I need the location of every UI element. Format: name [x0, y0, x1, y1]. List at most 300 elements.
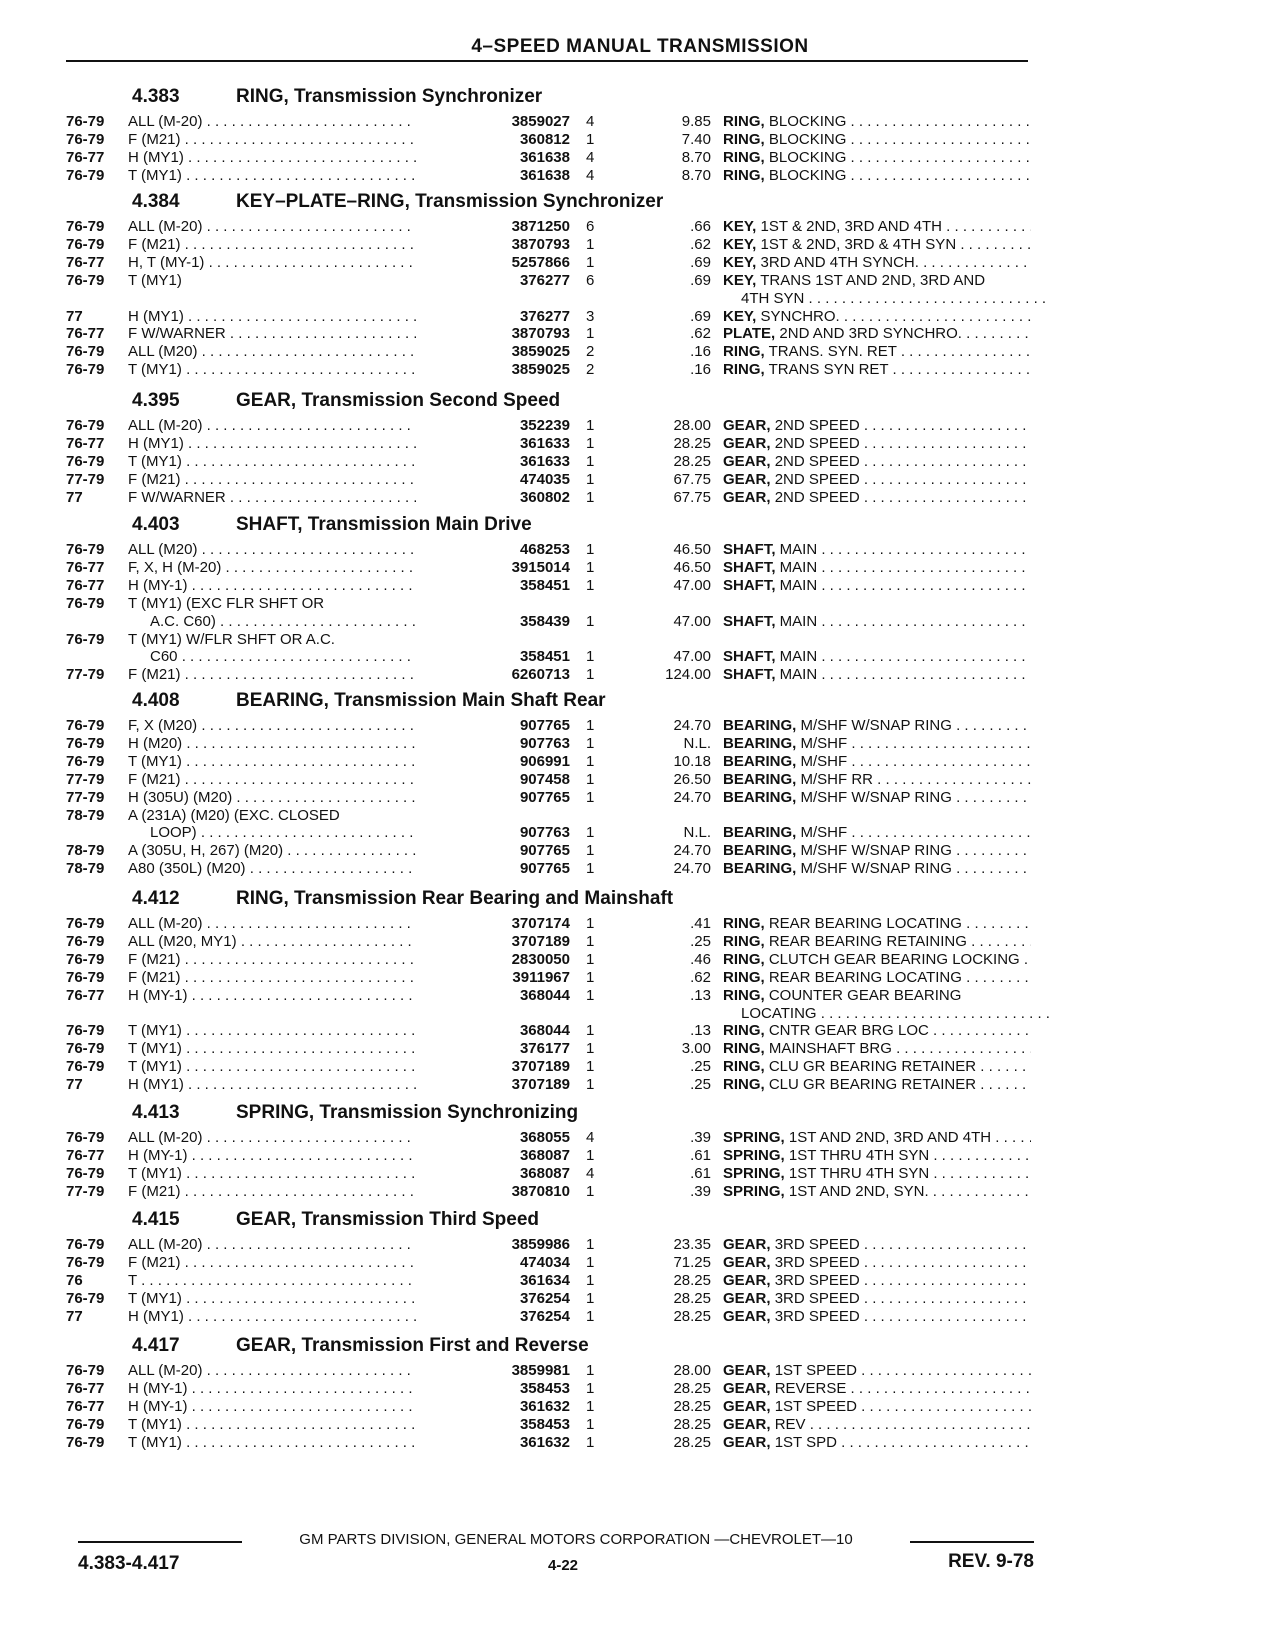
description [723, 914, 1031, 933]
description-text: MAIN [779, 558, 818, 576]
description-text: 2ND SPEED [774, 470, 860, 488]
description-noun: GEAR, [723, 1433, 771, 1451]
quantity: 4 [586, 113, 595, 130]
list-price: 47.00 [673, 648, 711, 666]
application: H (MY-1) . . . [128, 1146, 476, 1165]
application: H (MY-1) . . . [128, 1379, 476, 1398]
footer-rule-right [910, 1541, 1034, 1543]
quantity: 1 [586, 915, 595, 932]
description [723, 665, 1031, 684]
quantity: 1 [586, 842, 595, 860]
description [723, 788, 1031, 807]
model-years: 76-79 [66, 968, 105, 986]
description-text: CLU GR BEARING RETAINER [768, 1058, 977, 1076]
description-noun: GEAR, [723, 1307, 771, 1325]
quantity: 1 [586, 558, 595, 576]
quantity: 1 [586, 968, 595, 986]
application: A80 (350L) (M20) . . . [128, 859, 476, 878]
section-title [132, 191, 663, 215]
description-text: 3RD SPEED [774, 1307, 860, 1325]
list-price: 28.25 [673, 1271, 711, 1289]
application: F W/WARNER . . . [128, 324, 476, 343]
list-price: 28.25 [673, 452, 711, 470]
part-row [66, 235, 1034, 254]
quantity: 2 [586, 343, 595, 361]
part-row [66, 416, 1034, 435]
quantity: 1 [586, 950, 595, 968]
list-price: 28.25 [673, 1397, 711, 1415]
part-number: 352239 [416, 416, 570, 435]
part-row [66, 1039, 1034, 1058]
model-years: 77-79 [66, 470, 105, 488]
part-number: 907763 [416, 734, 570, 753]
part-number: 6260713 [416, 665, 570, 684]
quantity: 4 [586, 166, 595, 184]
description [723, 1415, 1031, 1434]
description [723, 558, 1031, 577]
description-text: CLU GR BEARING RETAINER [768, 1076, 977, 1094]
application: F (M21) . . . [128, 950, 476, 969]
part-row [66, 217, 1034, 236]
model-years: 76-79 [66, 452, 105, 470]
description-text: 2ND AND 3RD SYNCHRO. [779, 325, 962, 343]
model-years: 76-79 [66, 1362, 105, 1379]
model-years: 76-77 [66, 1397, 105, 1415]
model-years: 76-79 [66, 630, 105, 648]
quantity: 1 [586, 417, 595, 434]
description-noun: KEY, [723, 271, 757, 289]
part-row [66, 716, 1034, 735]
list-price: 28.25 [673, 1415, 711, 1433]
part-number: 368044 [416, 986, 570, 1005]
part-number: 907763 [416, 823, 570, 842]
description-text: M/SHF W/SNAP RING [800, 717, 952, 734]
part-row [66, 1164, 1034, 1183]
list-price: .69 [690, 253, 711, 271]
application: H (MY1) . . . [128, 148, 476, 167]
description-text: M/SHF RR [800, 770, 874, 788]
description [723, 1075, 1031, 1094]
part-row [66, 1075, 1034, 1094]
description [723, 235, 1031, 254]
model-years: 76-79 [66, 343, 105, 361]
list-price: 67.75 [673, 488, 711, 506]
description-text: BLOCKING [768, 130, 847, 148]
description [723, 1307, 1031, 1326]
list-price: .41 [690, 915, 711, 932]
quantity: 1 [586, 1433, 595, 1451]
part-number: 368044 [416, 1021, 570, 1040]
description-text: M/SHF W/SNAP RING [800, 788, 952, 806]
part-row [66, 342, 1034, 361]
part-row [66, 112, 1034, 131]
application: T (MY1) . . . [128, 1289, 476, 1308]
list-price: 9.85 [681, 113, 711, 130]
description [723, 130, 1031, 149]
application: T (MY1) . . . [128, 1039, 476, 1058]
description-noun: RING, [723, 148, 765, 166]
footer-page-number: 4-22 [548, 1557, 579, 1574]
application: H (MY-1) . . . [128, 1397, 476, 1416]
description-noun: GEAR, [723, 1289, 771, 1307]
part-row [66, 1361, 1034, 1380]
section-number: 4.415 [132, 1209, 180, 1230]
model-years: 77-79 [66, 770, 105, 788]
application: F (M21) . . . [128, 968, 476, 987]
model-years: 76-79 [66, 1253, 105, 1271]
quantity: 6 [586, 271, 595, 289]
section-number: 4.413 [132, 1102, 180, 1123]
part-number: 358453 [416, 1379, 570, 1398]
section-number: 4.408 [132, 690, 180, 711]
description-text: REAR BEARING RETAINING [768, 932, 967, 950]
section-heading: BEARING, Transmission Main Shaft Rear [236, 690, 606, 711]
part-row [66, 166, 1034, 185]
description-noun: RING, [723, 986, 765, 1004]
application: LOOP) . . . [128, 823, 498, 842]
model-years: 76-79 [66, 235, 105, 253]
list-price: 28.00 [673, 1362, 711, 1379]
quantity: 1 [586, 1236, 595, 1253]
section-title [132, 888, 673, 912]
description-noun: GEAR, [723, 1415, 771, 1433]
part-row [66, 950, 1034, 969]
description [723, 968, 1031, 987]
description-text: 3RD SPEED [774, 1236, 860, 1253]
part-row [66, 1057, 1034, 1076]
description-noun: KEY, [723, 253, 757, 271]
list-price: 3.00 [681, 1040, 711, 1058]
quantity: 1 [586, 717, 595, 734]
part-row [66, 752, 1034, 771]
description-noun: BEARING, [723, 734, 797, 752]
section-heading: SPRING, Transmission Synchronizing [236, 1102, 579, 1123]
application: H (MY-1) . . . [128, 576, 476, 595]
section-title [132, 1335, 589, 1359]
list-price: 24.70 [673, 842, 711, 860]
description-noun: RING, [723, 915, 765, 932]
description-text: REVERSE [774, 1379, 847, 1397]
model-years: 77 [66, 307, 83, 325]
part-number: 3707189 [416, 932, 570, 951]
description-text: SYNCHRO. [760, 307, 840, 325]
section-heading: SHAFT, Transmission Main Drive [236, 514, 532, 535]
description [723, 112, 1031, 131]
quantity: 1 [586, 1058, 595, 1076]
description [723, 1235, 1031, 1254]
application: ALL (M20) . . . [128, 342, 476, 361]
quantity: 1 [586, 576, 595, 594]
description [723, 752, 1031, 771]
part-row [66, 434, 1034, 453]
section-heading: KEY–PLATE–RING, Transmission Synchronizer [236, 191, 664, 212]
description-noun: GEAR, [723, 434, 771, 452]
description [723, 253, 1031, 272]
model-years: 77 [66, 1307, 83, 1325]
description [723, 148, 1031, 167]
description-text: 4TH SYN [741, 289, 805, 307]
description [723, 416, 1031, 435]
part-row [66, 630, 1034, 649]
description-noun: SHAFT, [723, 666, 776, 684]
section-title [132, 390, 560, 414]
description [723, 1021, 1031, 1040]
model-years: 76-79 [66, 1129, 105, 1146]
list-price: 46.50 [673, 541, 711, 558]
section-number: 4.395 [132, 390, 180, 411]
part-row [66, 1307, 1034, 1326]
part-number: 3859025 [416, 342, 570, 361]
description-text: MAIN [779, 666, 818, 684]
part-row [66, 324, 1034, 343]
part-number: 376277 [416, 271, 570, 290]
description [723, 823, 1031, 842]
quantity: 1 [586, 541, 595, 558]
application: ALL (M-20) . . . [128, 416, 476, 435]
quantity: 1 [586, 1289, 595, 1307]
part-row [66, 307, 1034, 326]
section-heading: GEAR, Transmission Second Speed [236, 390, 561, 411]
quantity: 1 [586, 1307, 595, 1325]
description-noun: SHAFT, [723, 576, 776, 594]
part-number: 376277 [416, 307, 570, 326]
list-price: N.L. [683, 734, 711, 752]
model-years: 76-79 [66, 113, 105, 130]
part-number: 3870793 [416, 235, 570, 254]
part-row [66, 1128, 1034, 1147]
part-number: 907458 [416, 770, 570, 789]
description-text: TRANS SYN RET [768, 361, 889, 379]
description-text: 2ND SPEED [774, 452, 860, 470]
quantity: 4 [586, 1129, 595, 1146]
description [723, 1253, 1031, 1272]
section-title [132, 1209, 539, 1233]
description [723, 859, 1031, 878]
description-text: LOCATING [741, 1004, 817, 1022]
quantity: 1 [586, 452, 595, 470]
application: A (231A) (M20) (EXC. CLOSED [128, 806, 340, 824]
section-heading: GEAR, Transmission First and Reverse [236, 1335, 589, 1356]
application: ALL (M-20) . . . [128, 1128, 476, 1147]
description-text: 1ST SPD [774, 1433, 837, 1451]
quantity: 1 [586, 434, 595, 452]
part-row [66, 540, 1034, 559]
description-text: 3RD SPEED [774, 1289, 860, 1307]
application: ALL (M-20) . . . [128, 1235, 476, 1254]
part-row [66, 612, 1034, 631]
description-text: BLOCKING [768, 148, 847, 166]
part-number: 3911967 [416, 968, 570, 987]
description [723, 841, 1031, 860]
part-number: 368055 [416, 1128, 570, 1147]
description-noun: SHAFT, [723, 612, 776, 630]
description-noun: GEAR, [723, 1253, 771, 1271]
description-text: M/SHF [800, 734, 848, 752]
description-text: CLUTCH GEAR BEARING LOCKING . [768, 950, 1029, 968]
description [741, 289, 1049, 308]
quantity: 1 [586, 666, 595, 684]
description [723, 470, 1031, 489]
application: H (MY1) . . . [128, 434, 476, 453]
model-years: 76-79 [66, 218, 105, 235]
part-number: 361633 [416, 452, 570, 471]
quantity: 3 [586, 307, 595, 325]
description-noun: GEAR, [723, 1271, 771, 1289]
part-row [66, 594, 1034, 613]
quantity: 1 [586, 1379, 595, 1397]
description-noun: RING, [723, 113, 765, 130]
application: T (MY1) W/FLR SHFT OR A.C. [128, 630, 335, 648]
description-text: 1ST THRU 4TH SYN [788, 1164, 930, 1182]
model-years: 76-79 [66, 1164, 105, 1182]
description-text: 3RD SPEED [774, 1271, 860, 1289]
part-number: 3707189 [416, 1075, 570, 1094]
model-years: 78-79 [66, 860, 105, 878]
part-number: 361638 [416, 166, 570, 185]
part-number: 361638 [416, 148, 570, 167]
part-row [66, 488, 1034, 507]
part-number: 361633 [416, 434, 570, 453]
description-noun: GEAR, [723, 1379, 771, 1397]
application: A.C. C60) . . . [128, 612, 498, 631]
part-row [66, 823, 1034, 842]
model-years: 76-77 [66, 1146, 105, 1164]
part-number: 358451 [416, 576, 570, 595]
part-row [66, 576, 1034, 595]
description-text: BLOCKING [768, 113, 847, 130]
description-noun: BEARING, [723, 717, 797, 734]
part-row [66, 1146, 1034, 1165]
description [723, 1289, 1031, 1308]
model-years: 76-77 [66, 325, 105, 343]
section-number: 4.412 [132, 888, 180, 909]
description-text: 3RD SPEED [774, 1253, 860, 1271]
application: H (305U) (M20) . . . [128, 788, 476, 807]
description-noun: PLATE, [723, 325, 776, 343]
model-years: 76-79 [66, 1236, 105, 1253]
description-noun: SHAFT, [723, 541, 776, 558]
list-price: .16 [690, 361, 711, 379]
application: F W/WARNER . . . [128, 488, 476, 507]
list-price: .66 [690, 218, 711, 235]
description-noun: KEY, [723, 235, 757, 253]
list-price: .25 [690, 1076, 711, 1094]
quantity: 1 [586, 824, 595, 842]
model-years: 76-79 [66, 271, 105, 289]
description [723, 1271, 1031, 1290]
model-years: 76-77 [66, 986, 105, 1004]
model-years: 76-79 [66, 130, 105, 148]
part-row [66, 130, 1034, 149]
part-number: 358453 [416, 1415, 570, 1434]
section-number: 4.384 [132, 191, 180, 212]
application: T (MY1) . . . [128, 166, 476, 185]
application: H (MY1) . . . [128, 307, 476, 326]
list-price: .62 [690, 235, 711, 253]
part-number: 468253 [416, 540, 570, 559]
part-row [66, 647, 1034, 666]
quantity: 1 [586, 1022, 595, 1040]
part-number: 368087 [416, 1164, 570, 1183]
application: T (MY1) [128, 271, 182, 289]
model-years: 76-79 [66, 361, 105, 379]
list-price: 10.18 [673, 752, 711, 770]
description [723, 1164, 1031, 1183]
part-row [66, 1289, 1034, 1308]
section-heading: GEAR, Transmission Third Speed [236, 1209, 540, 1230]
model-years: 76-79 [66, 1058, 105, 1076]
part-number: 907765 [416, 859, 570, 878]
description [723, 540, 1031, 559]
list-price: .69 [690, 271, 711, 289]
part-number: 3859986 [416, 1235, 570, 1254]
part-row [66, 1271, 1034, 1290]
part-number: 3915014 [416, 558, 570, 577]
footer-revision: REV. 9-78 [948, 1551, 1034, 1572]
list-price: .69 [690, 307, 711, 325]
part-row [66, 1433, 1034, 1452]
description [723, 1146, 1031, 1165]
description-noun: BEARING, [723, 842, 797, 860]
description [723, 342, 1031, 361]
application: ALL (M20) . . . [128, 540, 476, 559]
description [723, 734, 1031, 753]
model-years: 76-79 [66, 541, 105, 558]
part-number: 361634 [416, 1271, 570, 1290]
model-years: 76-79 [66, 752, 105, 770]
part-row [66, 1253, 1034, 1272]
description [723, 360, 1031, 379]
description-noun: GEAR, [723, 470, 771, 488]
section-heading: RING, Transmission Rear Bearing and Mainshaft [236, 888, 674, 909]
model-years: 76-77 [66, 148, 105, 166]
model-years: 76-79 [66, 1433, 105, 1451]
footer-rule-left [78, 1541, 242, 1543]
quantity: 1 [586, 1415, 595, 1433]
description-text: CNTR GEAR BRG LOC [768, 1022, 929, 1040]
part-row [66, 1379, 1034, 1398]
part-number: 907765 [416, 841, 570, 860]
list-price: .61 [690, 1146, 711, 1164]
application: H (M20) . . . [128, 734, 476, 753]
list-price: .46 [690, 950, 711, 968]
description-text: 1ST SPEED [774, 1397, 857, 1415]
application: F (M21) . . . [128, 470, 476, 489]
application: T (MY1) (EXC FLR SHFT OR [128, 594, 325, 612]
part-row [66, 788, 1034, 807]
description-text: 1ST & 2ND, 3RD AND 4TH [760, 218, 942, 235]
quantity: 1 [586, 235, 595, 253]
description [723, 576, 1031, 595]
part-row [66, 841, 1034, 860]
description-text: REV [774, 1415, 806, 1433]
model-years: 77-79 [66, 666, 105, 684]
application: T (MY1) . . . [128, 1057, 476, 1076]
part-row [66, 770, 1034, 789]
part-number: 376254 [416, 1289, 570, 1308]
description-text: 2ND SPEED [774, 417, 860, 434]
description [723, 166, 1031, 185]
quantity: 2 [586, 361, 595, 379]
part-number: 907765 [416, 716, 570, 735]
application: F, X, H (M-20) . . . [128, 558, 476, 577]
model-years: 76-79 [66, 932, 105, 950]
part-number: 368087 [416, 1146, 570, 1165]
description-text: MAIN [779, 576, 818, 594]
part-number: 3859981 [416, 1361, 570, 1380]
description-noun: SHAFT, [723, 648, 776, 666]
application: ALL (M-20) . . . [128, 1361, 476, 1380]
